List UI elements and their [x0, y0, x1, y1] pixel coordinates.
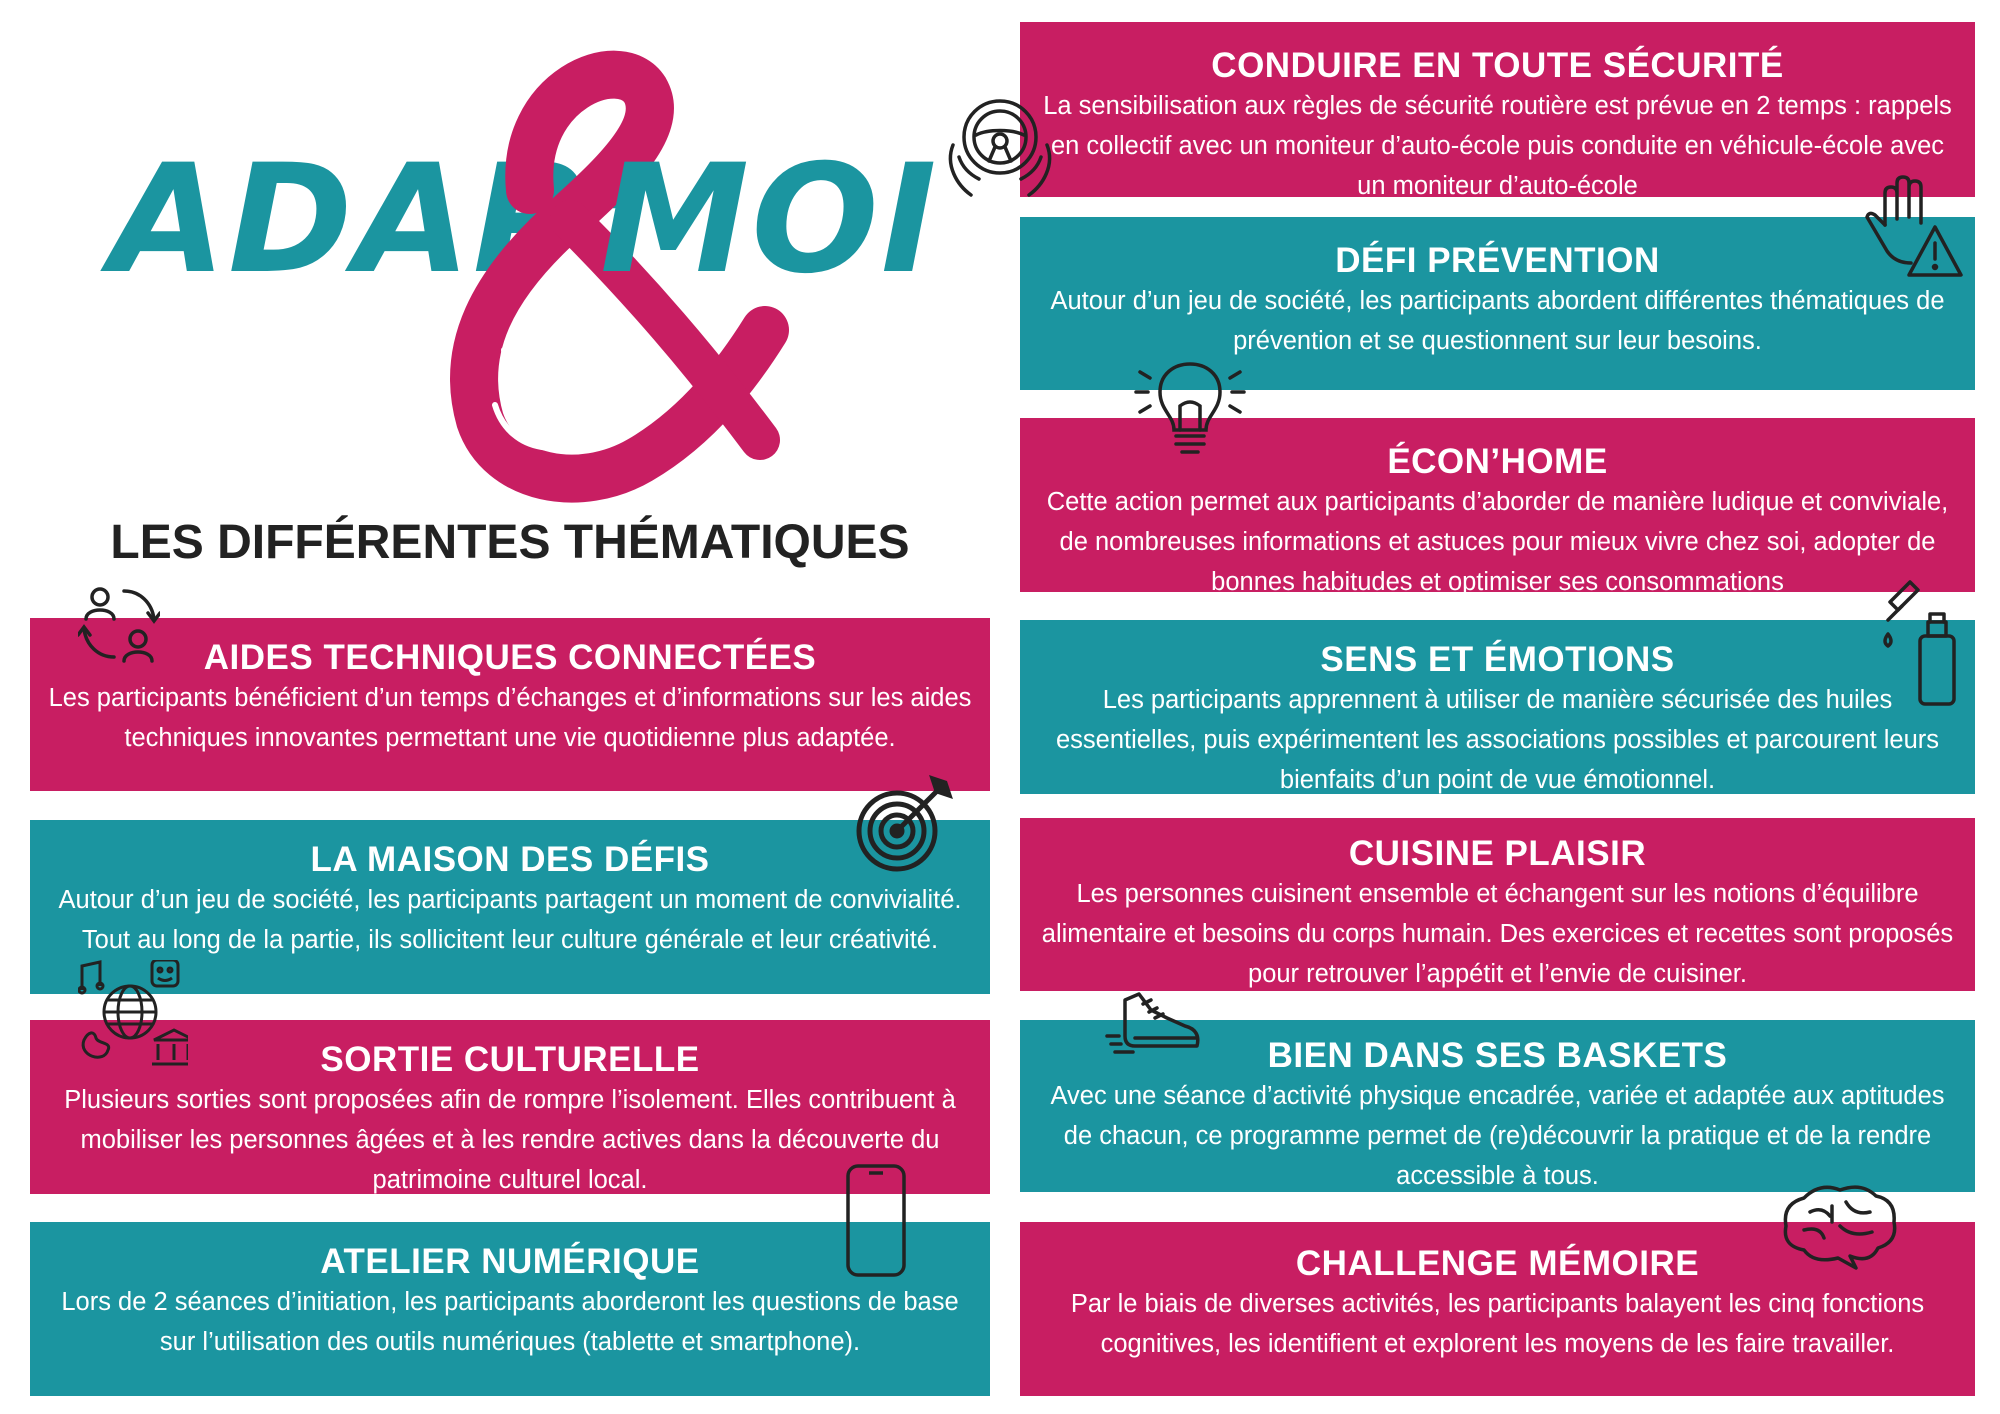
card-aides-techniques: [30, 618, 990, 791]
card-title: DÉFI PRÉVENTION: [1335, 241, 1660, 280]
card-title: CUISINE PLAISIR: [1348, 834, 1647, 873]
card-text: Par le biais de diverses activités, les participants balayent les cinq fonctions cognitives, les identifient et explorent les moyens de les faire travailler.: [1070, 1290, 1925, 1358]
card-text: Autour d’un jeu de société, les participants partagent un moment de convivialité. Tout au long de la partie, ils sollicitent leur culture générale et leur créativité.: [58, 886, 962, 954]
hand-warning-icon: [1865, 175, 1965, 285]
card-text: Plusieurs sorties sont proposées afin de rompre l’isolement. Elles contribuent à mobiliser les personnes âgées et à les rendre actives dans la découverte du patrimoine culturel local.: [64, 1086, 956, 1194]
card-title: SENS ET ÉMOTIONS: [1320, 640, 1675, 679]
card-title: CONDUIRE EN TOUTE SÉCURITÉ: [1211, 46, 1784, 85]
card-text: Les participants bénéficient d’un temps d’échanges et d’informations sur les aides techniques innovantes permettant une vie quotidienne plus adaptée.: [48, 684, 972, 752]
people-cycle-icon: [78, 583, 160, 665]
card-text: Autour d’un jeu de société, les participants abordent différentes thématiques de prévention et se questionnent sur leur besoins.: [1050, 287, 1945, 355]
logo-right-word: MOI: [600, 133, 939, 307]
dropper-bottle-icon: [1880, 578, 1960, 708]
card-title: ATELIER NUMÉRIQUE: [320, 1242, 700, 1281]
culture-globe-icon: [78, 960, 188, 1070]
card-cuisine-plaisir: [1020, 818, 1975, 991]
card-title: CHALLENGE MÉMOIRE: [1295, 1244, 1700, 1283]
card-text: Lors de 2 séances d’initiation, les participants aborderont les questions de base sur l’utilisation des outils numériques (tablette et smartphone).: [61, 1288, 959, 1356]
card-text: Les personnes cuisinent ensemble et échangent sur les notions d’équilibre alimentaire et besoins du corps humain. Des exercices et recettes sont proposés pour retrouver l’appétit et l’envie de cuisiner.: [1041, 880, 1954, 988]
card-text: Les participants apprennent à utiliser de manière sécurisée des huiles essentielles, puis expérimentent les associations possibles et parcourent leurs bienfaits d’un point de vue émotionnel.: [1055, 686, 1940, 794]
card-conduire-securite: [1020, 22, 1975, 200]
smartphone-icon: [845, 1163, 907, 1278]
card-title: LA MAISON DES DÉFIS: [310, 840, 710, 879]
card-title: BIEN DANS SES BASKETS: [1267, 1036, 1728, 1075]
lightbulb-icon: [1130, 356, 1250, 466]
adap-moi-logo: [100, 30, 939, 510]
steering-wheel-icon: [943, 95, 1058, 200]
target-icon: [855, 773, 955, 873]
card-sens-emotions: [1020, 620, 1975, 794]
card-text: La sensibilisation aux règles de sécurité routière est prévue en 2 temps : rappels en collectif avec un moniteur d’auto-école puis conduite en véhicule-école avec un moniteur d’auto-école: [1043, 92, 1952, 200]
logo-left-word: ADAP’: [110, 133, 648, 307]
card-title: AIDES TECHNIQUES CONNECTÉES: [203, 638, 817, 677]
card-text: Avec une séance d’activité physique encadrée, variée et adaptée aux aptitudes de chacun, ce programme permet de (re)découvrir la pratique et de la rendre accessible à tous.: [1050, 1082, 1945, 1190]
card-title: SORTIE CULTURELLE: [320, 1040, 700, 1079]
page-subtitle: LES DIFFÉRENTES THÉMATIQUES: [110, 516, 910, 569]
brain-icon: [1780, 1182, 1900, 1270]
card-title: ÉCON’HOME: [1387, 442, 1608, 481]
running-shoe-icon: [1105, 990, 1205, 1060]
card-text: Cette action permet aux participants d’aborder de manière ludique et conviviale, de nombreuses informations et astuces pour mieux vivre chez soi, adopter de bonnes habitudes et optimiser ses consommations: [1046, 488, 1949, 596]
